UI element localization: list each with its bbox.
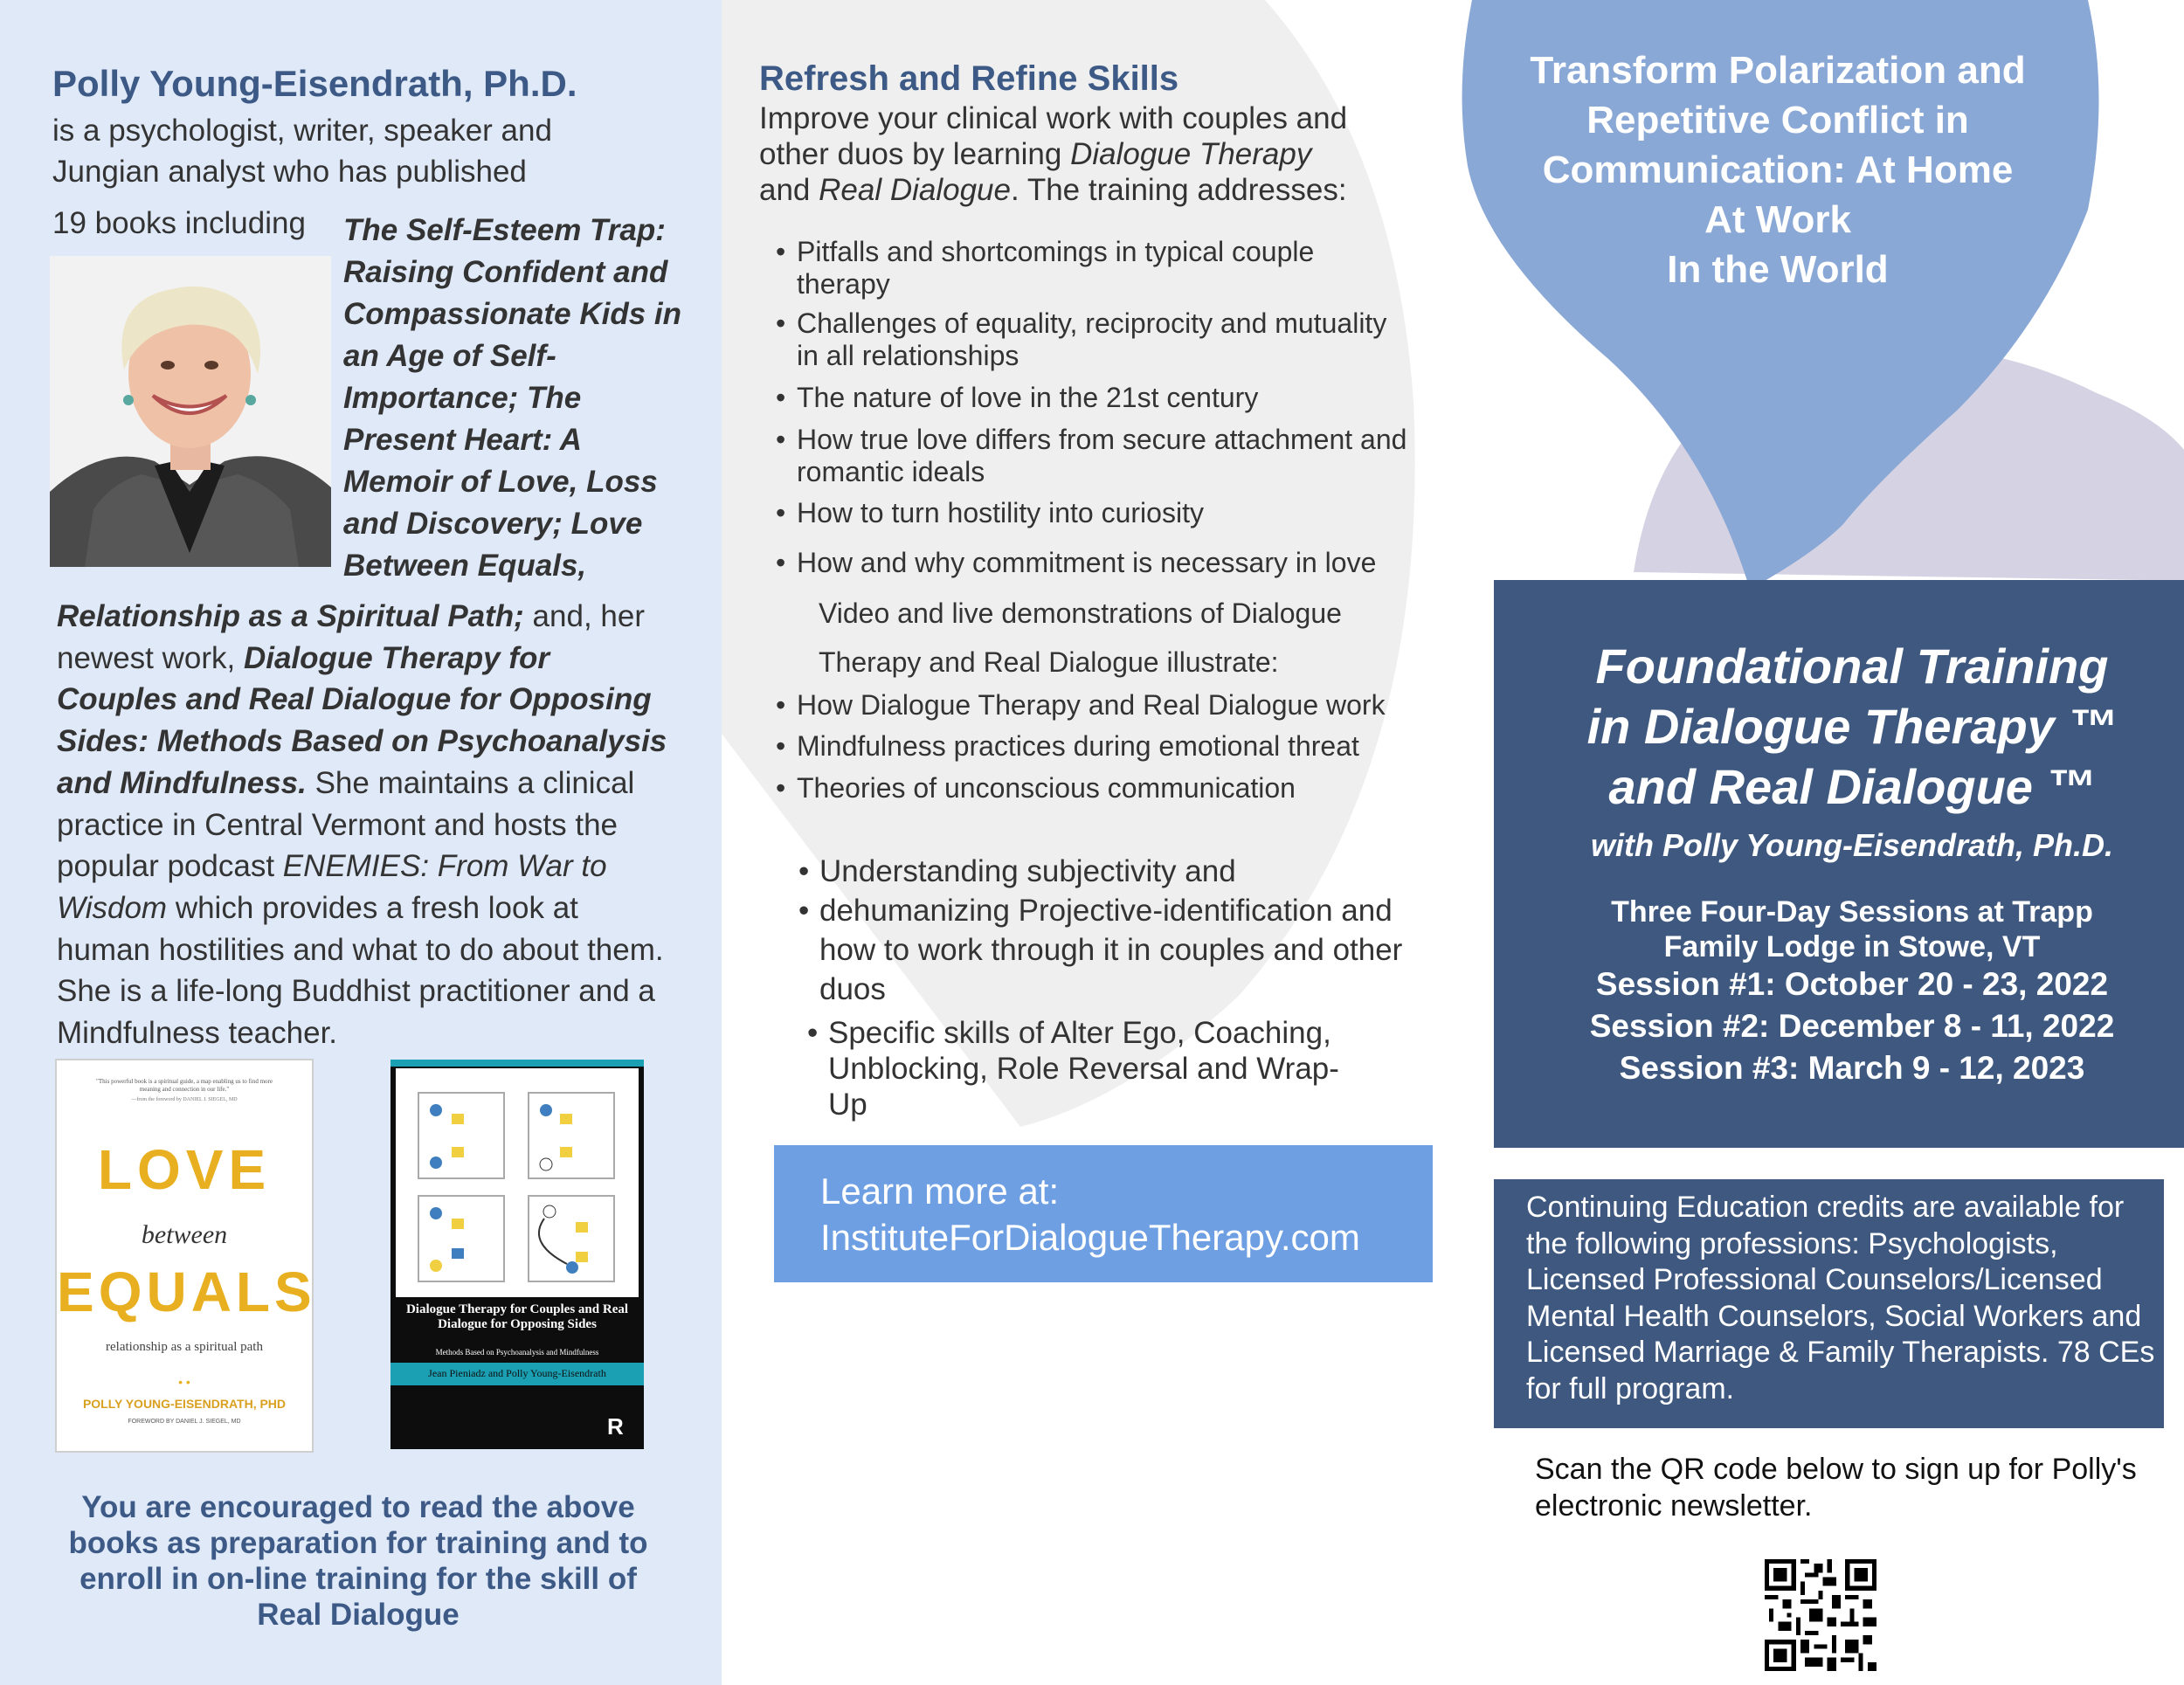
book1-blurb: "This powerful book is a spiritual guide, a map enabling us to find more meaning and connection in our life." [96, 1078, 273, 1093]
learn-more-label: Learn more at: [820, 1171, 1060, 1212]
refresh-intro [759, 100, 1371, 208]
book1-title-between: between [141, 1220, 228, 1249]
book-list-italic: The Self-Esteem Trap: Raising Confident and Compassionate Kids in an Age of Self-Importance; The Present Heart: A Memoir of Love, Loss and Discovery; Love Between Equals, [343, 213, 682, 583]
bio-text: which provides a fresh look at human hostilities and what to do about them. She is a life-long Buddhist practitioner and a Mindfulness teacher. [57, 890, 664, 1051]
bio-intro-line: 19 books including [52, 206, 306, 240]
training-title-line: and Real Dialogue ™ [1608, 759, 2096, 814]
list-item: • Pitfalls and shortcomings in typical couple therapy [797, 236, 1408, 300]
session-date-2: Session #2: December 8 - 11, 2022 [1589, 1008, 2115, 1044]
list-item: • How true love differs from secure attachment and romantic ideals [797, 424, 1408, 488]
list-item: • dehumanizing Projective-identification and how to work through it in couples and other duos [819, 891, 1413, 1009]
video-demo-line: Therapy and Real Dialogue illustrate: [819, 646, 1279, 678]
sessions-intro-line: Three Four-Day Sessions at Trapp [1611, 895, 2093, 929]
transform-headline [1520, 45, 2035, 294]
video-demo-line: Video and live demonstrations of Dialogue [819, 597, 1342, 629]
sessions-intro [1520, 894, 2184, 964]
podcast-title: ENEMIES: From War to Wisdom [57, 849, 607, 925]
book1-blurb-credit: —from the foreword by DANIEL J. SIEGEL, MD [131, 1097, 238, 1102]
list-item: • Understanding subjectivity and [819, 852, 1413, 891]
qr-code-icon[interactable] [1765, 1559, 1876, 1671]
qr-caption: Scan the QR code below to sign up for Polly's electronic newsletter. [1535, 1453, 2137, 1523]
book2-authors: Jean Pieniadz and Polly Young-Eisendrath [428, 1367, 606, 1379]
book2-publisher-logo: R [607, 1413, 624, 1440]
bio-intro-line: is a psychologist, writer, speaker and [52, 114, 552, 148]
ce-credits-text: Continuing Education credits are available for the following professions: Psychologists, Licensed Professional Counselors/Licensed Mental Health Counselors, Social Workers and Licensed Marriage & Family Therapists. 78 CEs for full program. [1526, 1191, 2155, 1405]
training-title-line: Foundational Training [1595, 639, 2109, 694]
author-portrait [50, 256, 331, 567]
list-item: • Mindfulness practices during emotional threat [797, 730, 1408, 763]
transform-line: Repetitive Conflict in [1586, 99, 1969, 142]
refresh-intro-em: Dialogue Therapy [1070, 137, 1312, 171]
book2-subtitle: Methods Based on Psychoanalysis and Mindfulness [435, 1348, 599, 1357]
encourage-note: You are encouraged to read the above books as preparation for training and to enroll in on-line training for the skill of Real Dialogue [68, 1490, 648, 1632]
session-date-1: Session #1: October 20 - 23, 2022 [1595, 966, 2109, 1002]
list-item: • How and why commitment is necessary in love [797, 547, 1408, 579]
list-item: • How Dialogue Therapy and Real Dialogue work [797, 689, 1408, 722]
book-cover-love-between-equals [55, 1059, 314, 1453]
transform-line: At Work [1704, 198, 1851, 241]
book2-top-band [390, 1060, 644, 1067]
bio-intro-line: Jungian analyst who has published [52, 155, 527, 189]
refresh-intro-text: Improve your clinical work with couples and other duos by learning [759, 101, 1348, 171]
book2-diagram-panel [396, 1068, 639, 1297]
list-item: • Specific skills of Alter Ego, Coaching, Unblocking, Role Reversal and Wrap-Up [828, 1015, 1344, 1122]
bio-paragraph [57, 596, 668, 1054]
list-item: • The nature of love in the 21st century [797, 382, 1408, 414]
book-title-relationship: Relationship as a Spiritual Path; [57, 599, 524, 633]
training-title-line: in Dialogue Therapy ™ [1586, 699, 2118, 754]
book-cover-dialogue-therapy [390, 1060, 644, 1449]
book1-subtitle: relationship as a spiritual path [106, 1340, 263, 1354]
book2-diagram-icon [396, 1068, 639, 1297]
book1-dots-icon: • • [178, 1375, 190, 1389]
book1-foreword: FOREWORD BY DANIEL J. SIEGEL, MD [128, 1419, 241, 1425]
refresh-intro-text: . The training addresses: [1011, 173, 1347, 207]
transform-line: Communication: At Home [1542, 148, 2014, 191]
session-date-3: Session #3: March 9 - 12, 2023 [1619, 1050, 2085, 1086]
bio-text: and, her newest work, [57, 599, 645, 675]
author-name: Polly Young-Eisendrath, Ph.D. [52, 63, 577, 104]
list-item: • How to turn hostility into curiosity [797, 497, 1408, 529]
book1-author: POLLY YOUNG-EISENDRATH, PHD [82, 1397, 287, 1411]
list-item: • Challenges of equality, reciprocity and mutuality in all relationships [797, 307, 1408, 372]
transform-line: Transform Polarization and [1530, 49, 2026, 92]
bio-text: She maintains a clinical practice in Central Vermont and hosts the popular podcast [57, 765, 635, 884]
book1-title-love: LOVE [97, 1138, 272, 1201]
learn-more-url[interactable]: InstituteForDialogueTherapy.com [820, 1217, 1360, 1258]
training-title [1520, 636, 2184, 817]
refresh-intro-text: and [759, 173, 819, 207]
book2-title: Dialogue Therapy for Couples and Real Dialogue for Opposing Sides [405, 1302, 629, 1331]
book-title-newest: Dialogue Therapy for Couples and Real Dialogue for Opposing Sides: Methods Based on Psychoanalysis and Mindfulness. [57, 640, 667, 800]
learn-more-link[interactable] [820, 1168, 1360, 1260]
list-item: • Theories of unconscious communication [797, 772, 1408, 805]
training-instructor: with Polly Young-Eisendrath, Ph.D. [1590, 827, 2114, 863]
refresh-intro-em: Real Dialogue [819, 173, 1011, 207]
book1-title-equals: EQUALS [57, 1260, 316, 1323]
sessions-intro-line: Family Lodge in Stowe, VT [1663, 930, 2041, 963]
transform-line: In the World [1667, 248, 1889, 291]
section-heading-refresh: Refresh and Refine Skills [759, 59, 1179, 98]
